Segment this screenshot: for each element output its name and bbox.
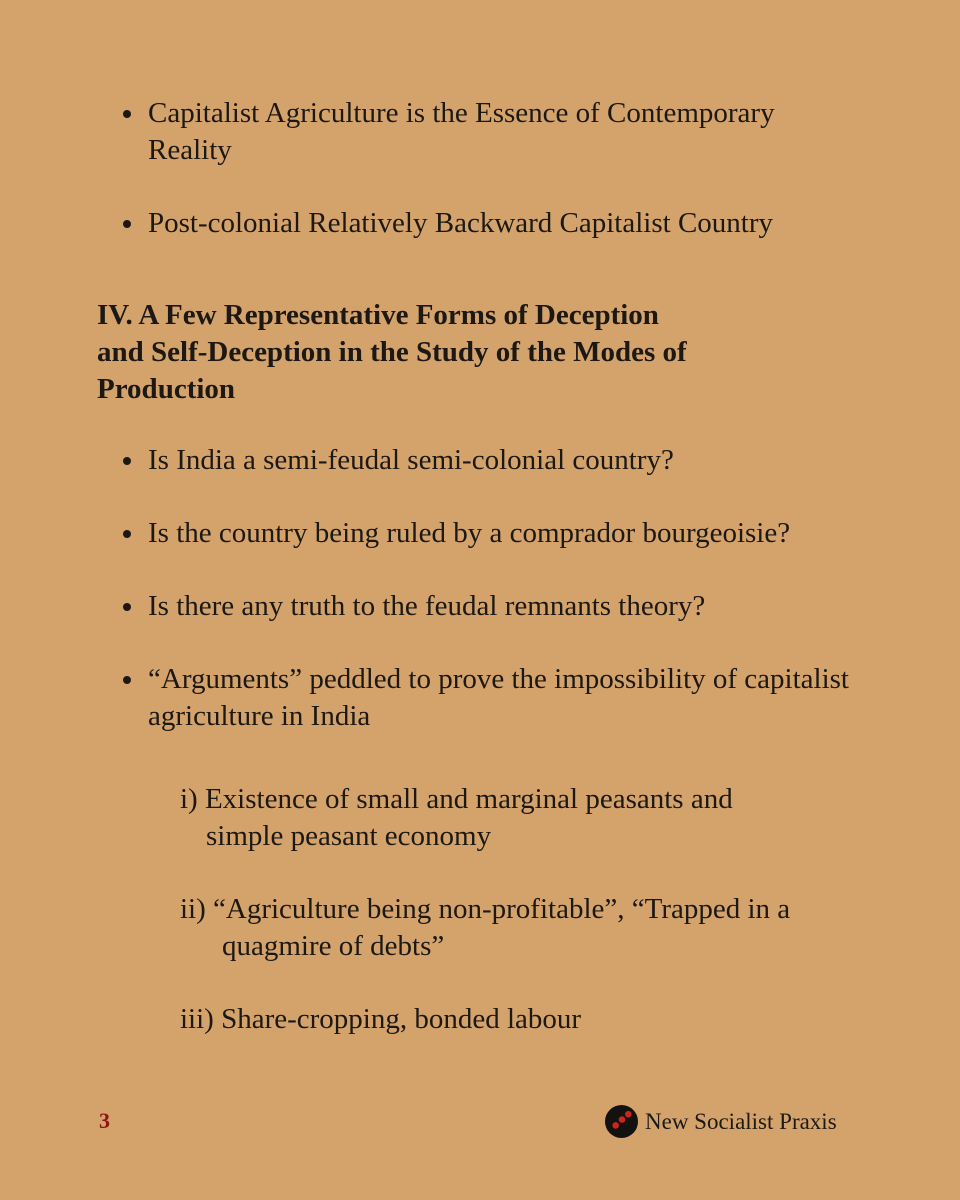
list-item: Post-colonial Relatively Backward Capitalist Country [120, 205, 860, 242]
sub-list-item [180, 891, 870, 965]
previous-section-bullets [120, 95, 860, 242]
sub-item-line: iii) Share-cropping, bonded labour [180, 1003, 582, 1035]
brand-footer [604, 1104, 837, 1139]
section-heading [97, 297, 757, 408]
brand-name: New Socialist Praxis [645, 1108, 837, 1134]
red-dots-circle-logo-icon [604, 1104, 639, 1139]
section-iv-bullets [120, 442, 860, 735]
list-item: “Arguments” peddled to prove the impossibility of capitalist agriculture in India [120, 661, 860, 735]
list-item: Capitalist Agriculture is the Essence of Contemporary Reality [120, 95, 860, 169]
heading-line: and Self-Deception in the Study of the Modes of [97, 336, 687, 368]
heading-line: IV. A Few Representative Forms of Deception [97, 299, 659, 331]
list-item: Is there any truth to the feudal remnants theory? [120, 588, 860, 625]
list-item: Is the country being ruled by a comprador bourgeoisie? [120, 515, 860, 552]
sub-list-item [180, 781, 870, 855]
heading-line: Production [97, 373, 236, 405]
sub-list-item [180, 1001, 870, 1038]
sub-item-line: quagmire of debts” [222, 930, 445, 962]
sub-item-line: ii) “Agriculture being non-profitable”, “Trapped in a [180, 893, 791, 925]
page-number: 3 [99, 1108, 110, 1133]
arguments-sub-list [180, 781, 870, 1038]
sub-item-line: simple peasant economy [206, 820, 492, 852]
sub-item-line: i) Existence of small and marginal peasants and [180, 783, 733, 815]
list-item: Is India a semi-feudal semi-colonial country? [120, 442, 860, 479]
